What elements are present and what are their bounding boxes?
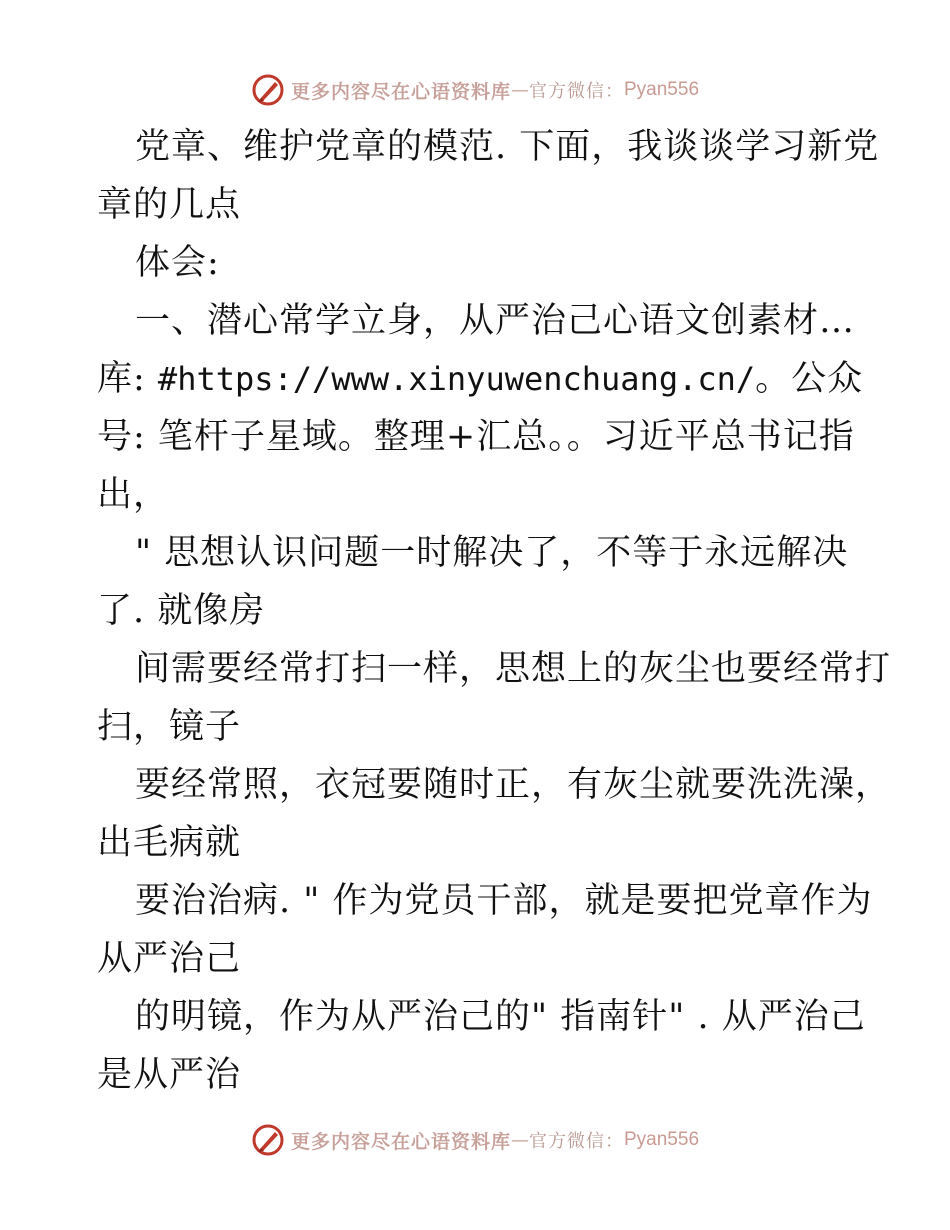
banner-dash: — — [511, 1129, 529, 1151]
body-line: 了. 就像房 — [97, 591, 266, 631]
quill-pen-logo-icon — [251, 73, 285, 107]
body-line: 从严治己 — [97, 939, 242, 979]
banner-slogan: 更多内容尽在心语资料库 — [290, 1130, 511, 1153]
banner-wechat-label: 官方微信： — [529, 1131, 624, 1152]
body-line: 要治治病. " 作为党员干部，就是要把党章作为 — [135, 881, 873, 921]
body-text: 库: — [97, 359, 158, 399]
banner-slogan: 更多内容尽在心语资料库 — [290, 80, 511, 103]
body-line: 是从严治 — [97, 1055, 242, 1095]
body-line: 章的几点 — [97, 185, 242, 225]
website-url: #https://www.xinyuwenchuang.cn/ — [157, 360, 756, 398]
banner-wechat-id: Pyan556 — [624, 79, 700, 100]
body-line: 扫，镜子 — [97, 707, 242, 747]
body-line: 要经常照，衣冠要随时正，有灰尘就要洗洗澡， — [135, 765, 892, 805]
quill-pen-logo-icon — [251, 1123, 285, 1157]
body-line: " 思想认识问题一时解决了，不等于永远解决 — [135, 533, 849, 573]
body-line: 的明镜，作为从严治己的" 指南针" . 从严治己 — [135, 997, 866, 1037]
banner-wechat-id: Pyan556 — [624, 1129, 700, 1150]
banner-dash: — — [511, 79, 529, 101]
header-banner — [0, 70, 950, 110]
body-line — [97, 350, 864, 408]
footer-banner — [0, 1120, 950, 1160]
body-line: 出毛病就 — [97, 823, 242, 863]
body-line: 号: 笔杆子星域。整理+汇总。。习近平总书记指 — [97, 417, 855, 457]
body-text: 。公众 — [755, 359, 864, 399]
body-line: 出， — [97, 475, 170, 515]
banner-wechat-label: 官方微信： — [529, 81, 624, 102]
document-body — [97, 118, 892, 1104]
body-line: 一、潜心常学立身，从严治己心语文创素材… — [135, 301, 856, 341]
body-line: 体会: — [135, 243, 220, 283]
body-line: 间需要经常打扫一样，思想上的灰尘也要经常打 — [135, 649, 892, 689]
body-line: 党章、维护党章的模范. 下面，我谈谈学习新党 — [135, 127, 880, 167]
